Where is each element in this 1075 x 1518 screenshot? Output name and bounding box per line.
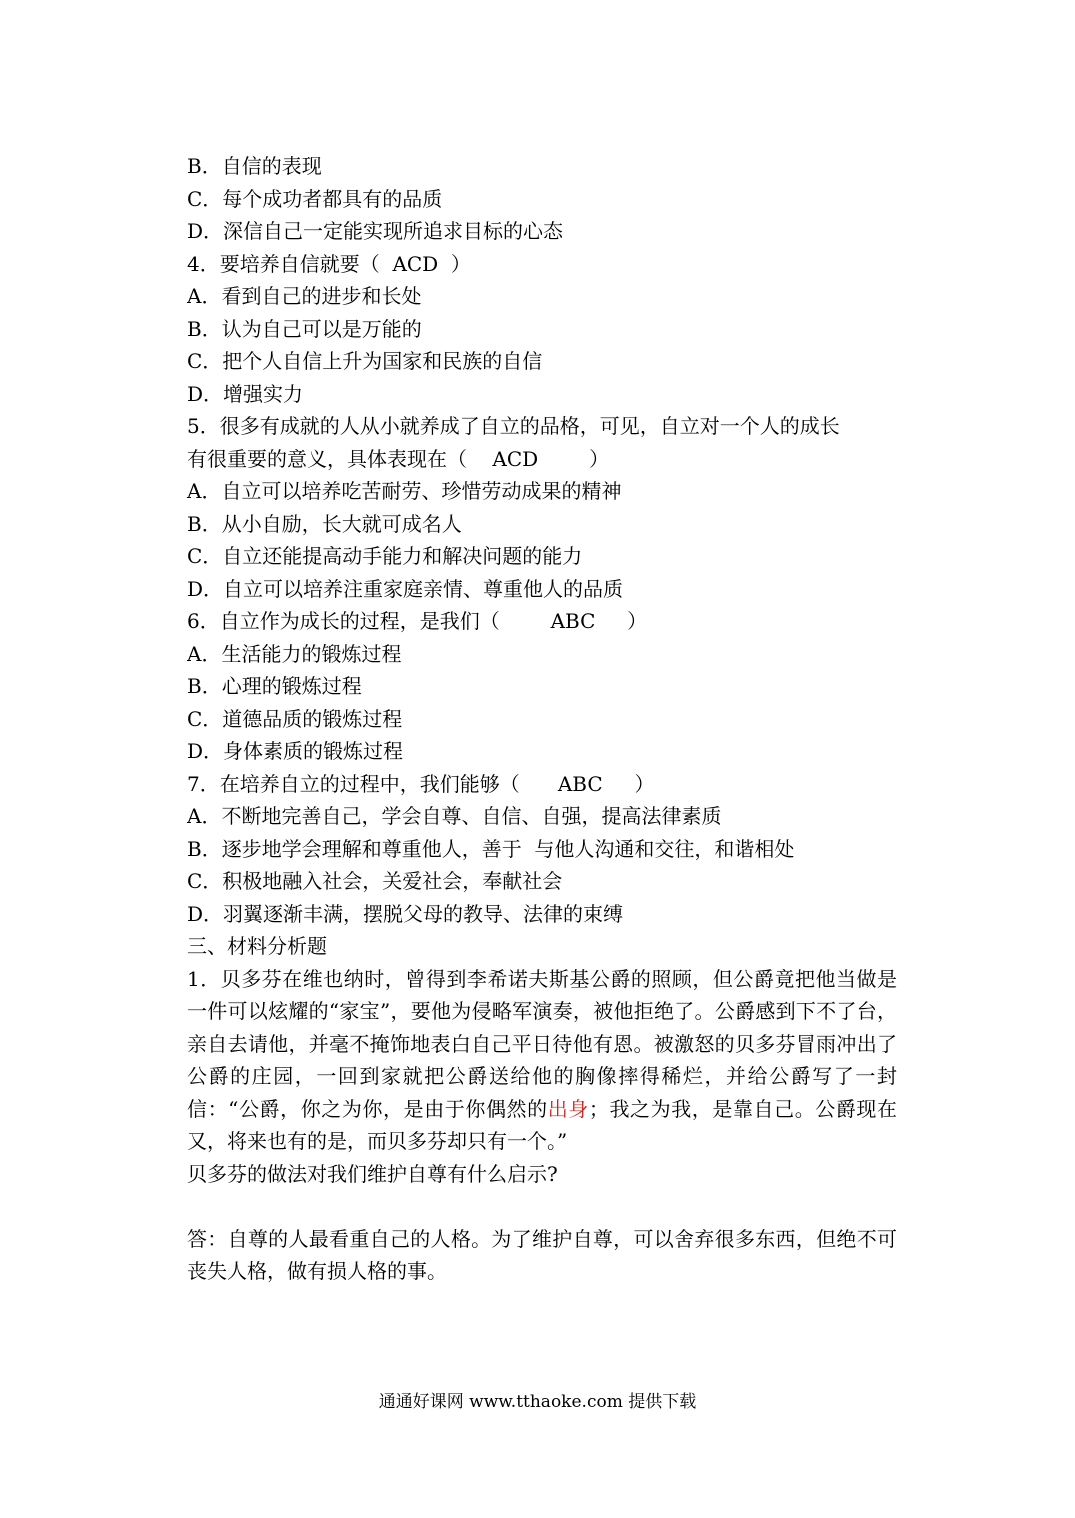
- q7-option-c: C．积极地融入社会，关爱社会，奉献社会: [187, 869, 563, 893]
- q7-option-b: B．逐步地学会理解和尊重他人，善于 与他人沟通和交往，和谐相处: [187, 836, 795, 861]
- answer-paragraph: 答：自尊的人最看重自己的人格。为了维护自尊，可以舍弃很多东西，但绝不可丧失人格，做有损人格的事。: [187, 1226, 897, 1283]
- q5-option-c: C．自立还能提高动手能力和解决问题的能力: [187, 544, 583, 568]
- section-heading: 三、材料分析题: [187, 934, 327, 958]
- q7-option-a: A．不断地完善自己，学会自尊、自信、自强，提高法律素质: [187, 804, 722, 828]
- q6-option-c: C．道德品质的锻炼过程: [187, 706, 403, 731]
- material-question: 贝多芬的做法对我们维护自尊有什么启示?: [187, 1161, 558, 1186]
- material-paragraph: [187, 963, 897, 1158]
- q6-option-d: D．身体素质的锻炼过程: [187, 739, 404, 763]
- q4-option-d: D．增强实力: [187, 381, 304, 406]
- q3-option-b: B．自信的表现: [187, 154, 322, 178]
- document-body: [187, 150, 897, 1288]
- q3-option-c: C．每个成功者都具有的品质: [187, 186, 443, 211]
- material-highlight: 出身: [547, 1096, 589, 1121]
- material-text-after: ；我之为我，是靠自己。公爵现在又，将来也有的是，而贝多芬却只有一个。”: [187, 1096, 898, 1153]
- q4-stem: 4．要培养自信就要（ ACD ）: [187, 251, 471, 276]
- q4-option-b: B．认为自己可以是万能的: [187, 316, 422, 341]
- q6-option-a: A．生活能力的锻炼过程: [187, 641, 402, 666]
- q5-stem-line1: 5．很多有成就的人从小就养成了自立的品格，可见，自立对一个人的成长: [187, 414, 840, 438]
- q5-option-a: A．自立可以培养吃苦耐劳、珍惜劳动成果的精神: [187, 479, 622, 503]
- material-text-before: 1．贝多芬在维也纳时，曾得到李希诺夫斯基公爵的照顾，但公爵竟把他当做是一件可以炫耀的“家宝”，要他为侵略军演奏，被他拒绝了。公爵感到下不了台，亲自去请他，并毫不掩饰地表白自己平日待他有恩。被激怒的贝多芬冒雨冲出了公爵的庄园，一回到家就把公爵送给他的胸像摔得稀烂，并给公爵写了一封信：“公爵，你之为你，是由于你偶然的: [187, 966, 897, 1121]
- q6-stem: 6．自立作为成长的过程，是我们（ ABC ）: [187, 609, 648, 633]
- q6-option-b: B．心理的锻炼过程: [187, 674, 362, 698]
- q7-option-d: D．羽翼逐渐丰满，摆脱父母的教导、法律的束缚: [187, 901, 624, 926]
- q5-option-d: D．自立可以培养注重家庭亲情、尊重他人的品质: [187, 576, 624, 601]
- q4-option-a: A．看到自己的进步和长处: [187, 284, 422, 308]
- q5-stem-line2: 有很重要的意义，具体表现在（ ACD ）: [187, 446, 610, 471]
- q5-option-b: B．从小自励，长大就可成名人: [187, 511, 462, 536]
- blank-line: [187, 1190, 897, 1223]
- q4-option-c: C．把个人自信上升为国家和民族的自信: [187, 349, 543, 373]
- q3-option-d: D．深信自己一定能实现所追求目标的心态: [187, 219, 564, 243]
- page-footer: 通通好课网 www.tthaoke.com 提供下载: [378, 1392, 697, 1412]
- q7-stem: 7．在培养自立的过程中，我们能够（ ABC ）: [187, 771, 655, 796]
